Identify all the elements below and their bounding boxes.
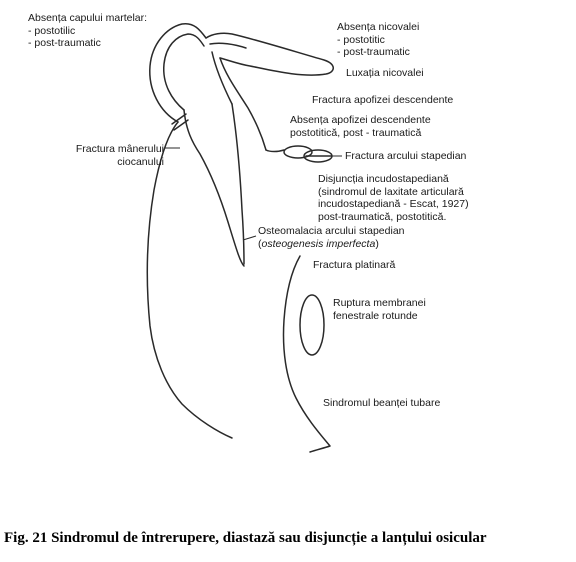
label-malleus-head-line-1: - postotilic bbox=[28, 24, 76, 37]
incus-inner-line bbox=[210, 43, 246, 48]
malleus-head-inner bbox=[164, 34, 204, 110]
label-incus-body-line-2: - post-traumatic bbox=[337, 46, 410, 58]
lenticular-process bbox=[266, 150, 284, 152]
tympanic-membrane bbox=[147, 122, 232, 438]
label-incudostapedial-disjunction bbox=[318, 173, 469, 223]
figure-caption: Fig. 21 Sindromul de întrerupere, diastază sau disjuncție a lanțului osicular bbox=[4, 530, 487, 546]
label-footplate-fracture: Fractura platinară bbox=[313, 259, 396, 271]
label-osteomalacia-italic: osteogenesis imperfecta bbox=[261, 237, 376, 250]
label-incus-process-absence-title: Absența apofizei descendente bbox=[290, 114, 431, 126]
label-incudostapedial-line-3: post-traumatică, postotitică. bbox=[318, 210, 447, 223]
label-incus-body-title: Absența nicovalei bbox=[337, 21, 420, 33]
paren-open: ( bbox=[258, 237, 262, 250]
label-incudostapedial-title: Disjuncția incudostapediană bbox=[318, 173, 449, 185]
label-incus-body bbox=[337, 21, 419, 59]
label-incus-body-line-1: - postotitic bbox=[337, 33, 385, 46]
label-stapes-arch-fracture: Fractura arcului stapedian bbox=[345, 150, 467, 162]
label-malleus-handle-fracture bbox=[76, 143, 164, 168]
label-malleus-head-line-2: - post-traumatic bbox=[28, 37, 101, 49]
label-malleus-handle-title: Fractura mânerului bbox=[75, 143, 164, 155]
label-round-window-rupture bbox=[333, 297, 426, 322]
paren-close: ) bbox=[375, 237, 379, 250]
label-round-window-line: fenestrale rotunde bbox=[333, 309, 418, 322]
label-malleus-head-title: Absența capului martelar: bbox=[28, 12, 148, 24]
label-tube-syndrome: Sindromul beanței tubare bbox=[323, 397, 441, 409]
label-malleus-handle-line: ciocanului bbox=[117, 155, 164, 168]
label-osteomalacia bbox=[258, 225, 405, 250]
label-incus-process-absence-line: postotitică, post - traumatică bbox=[290, 126, 422, 139]
malleus-handle-left bbox=[184, 110, 244, 266]
round-window bbox=[300, 295, 324, 355]
label-incus-process-fracture: Fractura apofizei descendente bbox=[312, 94, 454, 106]
medial-wall bbox=[284, 256, 331, 452]
leader-osteomalacia bbox=[243, 236, 256, 240]
label-round-window-title: Ruptura membranei bbox=[333, 297, 426, 309]
incus-long-process bbox=[220, 58, 266, 150]
label-incus-luxation: Luxația nicovalei bbox=[346, 67, 424, 79]
label-malleus-head bbox=[28, 12, 147, 50]
label-incus-process-absence bbox=[290, 114, 431, 139]
label-incudostapedial-line-1: (sindromul de laxitate articulară bbox=[318, 185, 464, 198]
label-osteomalacia-detail bbox=[258, 238, 405, 251]
label-incudostapedial-line-2: incudostapediană - Escat, 1927) bbox=[318, 198, 469, 210]
label-osteomalacia-title: Osteomalacia arcului stapedian bbox=[258, 225, 405, 237]
